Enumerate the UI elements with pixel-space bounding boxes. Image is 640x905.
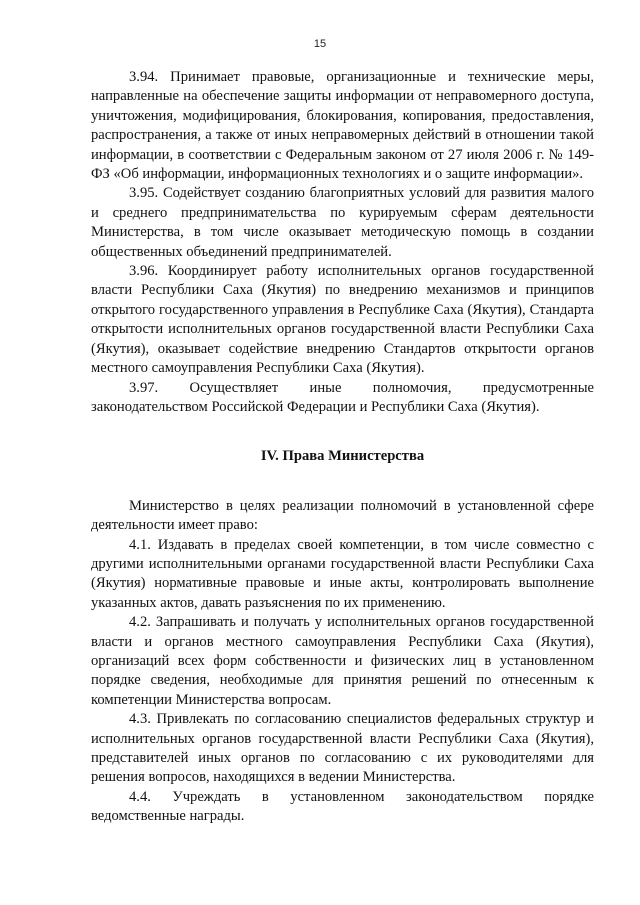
paragraph-3-95: 3.95. Содействует созданию благоприятных условий для развития малого и среднего предпринимательства по курируемым сферам деятельности Министерства, в том числе оказывает методическую помощь в создании общественных объединений предпринимателей. [91, 185, 594, 260]
document-body [91, 68, 594, 827]
paragraph-intro: Министерство в целях реализации полномочий в установленной сфере деятельности имеет право: [91, 497, 594, 534]
paragraph-3-97: 3.97. Осуществляет иные полномочия, предусмотренные законодательством Российской Федерации и Республики Саха (Якутия). [91, 379, 594, 415]
section-title: IV. Права Министерства [260, 448, 425, 465]
paragraph-4-3: 4.3. Привлекать по согласованию специалистов федеральных структур и исполнительных органов государственной власти Республики Саха (Якутия), представителей иных органов по согласованию с их руководителями для решения вопросов, находящихся в ведении Министерства. [91, 711, 594, 786]
paragraph-4-4: 4.4. Учреждать в установленном законодательством порядке ведомственные награды. [91, 788, 594, 825]
paragraph-3-94: 3.94. Принимает правовые, организационные и технические меры, направленные на обеспечение защиты информации от неправомерного доступа, уничтожения, модифицирования, блокирования, копирования, предоставления, распространения, а также от иных неправомерных действий в отношении такой информации, в соответствии с Федеральным законом от 27 июля 2006 г. № 149-ФЗ «Об информации, информационных технологиях и о защите информации». [91, 69, 594, 183]
page-number: 15 [313, 38, 327, 50]
paragraph-4-2: 4.2. Запрашивать и получать у исполнительных органов государственной власти и органов местного самоуправления Республики Саха (Якутия), организаций всех форм собственности и физических лиц в установленном порядке сведения, необходимые для принятия решений по отнесенным к компетенции Министерства вопросам. [91, 614, 594, 708]
paragraph-4-1: 4.1. Издавать в пределах своей компетенции, в том числе совместно с другими исполнительными органами государственной власти Республики Саха (Якутия) нормативные правовые и иные акты, контролировать выполнение указанных актов, давать разъяснения по их применению. [91, 536, 594, 611]
paragraph-3-96: 3.96. Координирует работу исполнительных органов государственной власти Республики Саха (Якутия) по внедрению механизмов и принципов открытого государственного управления в Республике Саха (Якутия), Стандарта открытости исполнительных органов государственной власти Республики Саха (Якутия), оказывает содействие внедрению Стандартов открытости органов местного самоуправления Республики Саха (Якутия). [91, 263, 594, 377]
